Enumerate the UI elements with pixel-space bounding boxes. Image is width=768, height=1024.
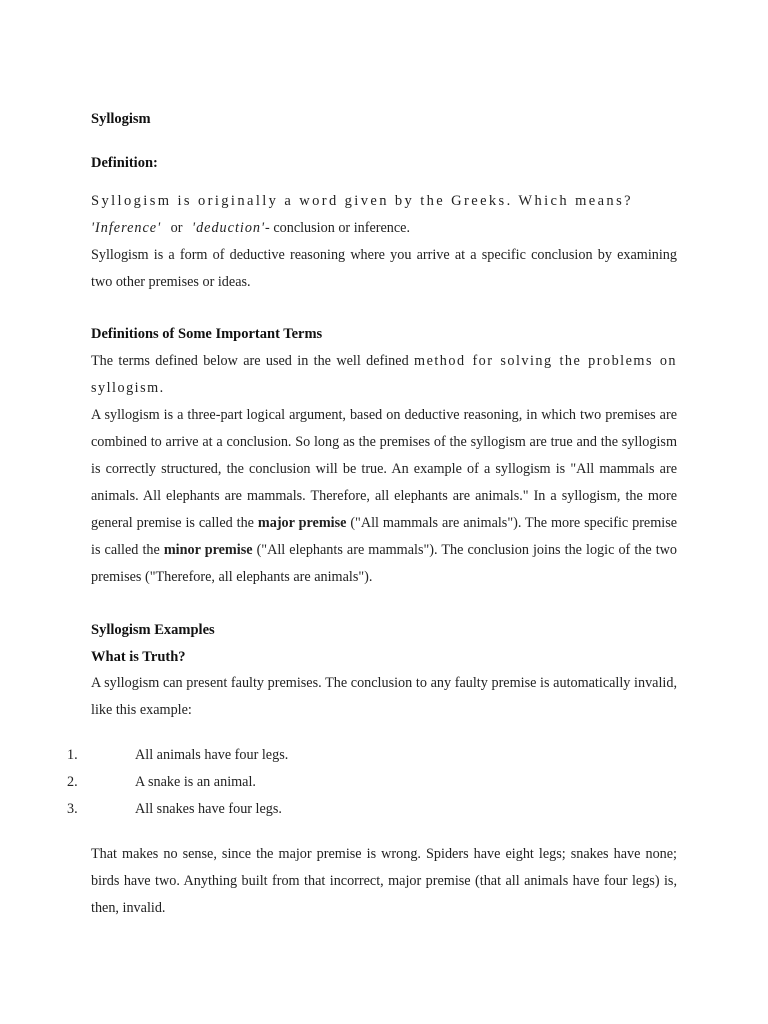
truth-paragraph: A syllogism can present faulty premises. The conclusion to any faulty premise is automatically invalid, like this example: [91,675,677,718]
list-item: All animals have four legs. [135,747,289,763]
definition-line-1: Syllogism is originally a word given by the Greeks. Which means? [91,193,633,209]
closing-paragraph: That makes no sense, since the major premise is wrong. Spiders have eight legs; snakes have none; birds have two. Anything built from that incorrect, major premise (that all animals have four legs) is, then, invalid. [91,846,677,916]
definition-paragraph [91,242,677,296]
list-number: 1. [67,747,78,763]
main-paragraph-text-3: ("All elephants are mammals"). The conclusion joins the logic of the two premises ("Therefore, all elephants are animals"). [91,542,678,585]
or-word: or [170,220,183,236]
truth-heading: What is Truth? [91,649,186,665]
major-premise-term: major premise [257,515,347,531]
definition-line-2-rest: conclusion or inference. [273,220,411,236]
list-number: 2. [67,774,78,790]
list-number: 3. [67,801,78,817]
main-paragraph-text-1: A syllogism is a three-part logical argument, based on deductive reasoning, in which two premises are combined to arrive at a conclusion. So long as the premises of the syllogism are true and the syllogism is correctly structured, the conclusion will be true. An example of a syllogism is "All mammals are animals. All elephants are mammals. Therefore, all elephants are animals." In a syllogism, the more general premise is called the [91,407,677,531]
minor-premise-term: minor premise [163,542,253,558]
document-title: Syllogism [91,111,151,127]
terms-paragraph-part-2: method for solving the problems on syllogism. [91,353,678,396]
main-paragraph [91,402,677,591]
syllogism-term: Syllogism [91,247,149,263]
terms-heading: Definitions of Some Important Terms [91,326,323,342]
main-paragraph-text-2: ("All mammals are animals"). The more specific premise is called the [91,515,678,558]
definition-line-2 [91,220,677,237]
terms-paragraph [91,348,677,402]
deduction-term: 'deduction' [192,220,266,236]
inference-term: 'Inference' [91,220,162,236]
examples-heading: Syllogism Examples [91,622,215,638]
dash: - [265,220,270,236]
definition-heading: Definition: [91,155,158,171]
list-item: A snake is an animal. [135,774,256,790]
list-item: All snakes have four legs. [135,801,282,817]
terms-paragraph-part-1: The terms defined below are used in the well defined [91,353,409,369]
definition-paragraph-text: is a form of deductive reasoning where you arrive at a specific conclusion by examining two other premises or ideas. [91,247,677,290]
